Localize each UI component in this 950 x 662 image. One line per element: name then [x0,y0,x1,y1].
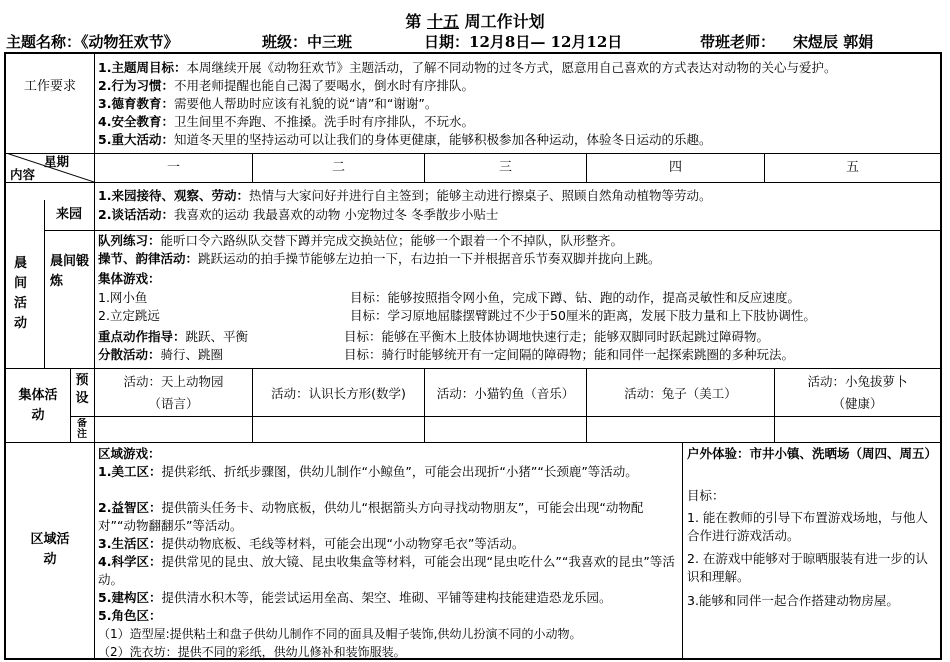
requirement-title: 5.重大活动： [98,132,174,147]
requirement-text: 不用老师提醒也能自己渴了要喝水，倒水时有序排队。 [173,78,474,93]
divider [44,200,45,368]
scatter-goal: 目标：骑行时能够统开有一定间隔的障碍物；能和同伴一起探索跳圈的多种玩法。 [344,347,795,362]
group-activity-fri-subject: （健康） [832,396,883,411]
outdoor-goal-label: 目标： [687,488,725,503]
requirement-title: 2.行为习惯： [98,78,174,93]
game-name: 2.立定跳远 [98,308,160,323]
area-item-text: 提供动物底板、毛线等材料，可能会出现“小动物穿毛衣”等活动。 [161,536,525,551]
divider [6,442,940,443]
arrival-line-text: 我喜欢的运动 我最喜欢的动物 小宠物过冬 冬季散步小贴士 [173,207,499,222]
requirement-title: 3.德育教育： [98,96,174,111]
group-activity-thu: 活动：兔子（美工） [624,386,737,401]
rhythm-title: 操节、韵律活动： [98,251,199,266]
rhythm-activity [98,250,938,268]
divider [252,368,253,442]
group-activity-label: 集体活动 [18,388,58,423]
area-item-title: 4.科学区： [98,554,162,569]
area-item-title: 1.美工区： [98,464,162,479]
teacher-value: 宋煜辰 郭娟 [793,33,874,51]
plan-table [4,52,942,660]
area-item-title: 3.生活区： [98,536,162,551]
area-item [98,535,678,553]
divider [6,182,940,183]
requirement-item [98,131,938,149]
weekday-tue: 二 [331,160,345,175]
date-info [424,32,622,52]
scatter-title: 分散活动： [98,347,161,362]
arrival-line-title: 1.来园接待、观察、劳动： [98,188,249,203]
area-item-text: 提供常见的昆虫、放大镜、昆虫收集盒等材料，可能会出现“昆虫吃什么”“我喜欢的昆虫”等活动。 [98,554,675,587]
outdoor-experience-title: 户外体验：市井小镇、洗晒场（周四、周五） [687,446,937,461]
plan-label: 预设 [75,373,89,406]
outdoor-goal: 1. 能在教师的引导下布置游戏场地，与他人合作进行游戏活动。 [687,510,928,543]
teacher-info [700,32,873,52]
divider [586,368,587,442]
group-activity-mon: 活动：天上动物园 [123,374,224,389]
requirement-item [98,77,938,95]
area-item [98,589,678,607]
requirement-text: 需要他人帮助时应该有礼貌的说“请”和“谢谢”。 [173,96,438,111]
date-value: 12月8日— 12月12日 [469,33,623,51]
outdoor-goal: 2. 在游戏中能够对于晾晒服装有进一步的认识和理解。 [687,551,928,584]
requirement-text: 本周继续开展《动物狂欢节》主题活动，了解不同动物的过冬方式，愿意用自己喜欢的方式表达对动物的关心与爱护。 [186,60,837,75]
group-activity-tue: 活动：认识长方形(数学) [271,386,406,401]
area-activity-label: 区域活动 [30,532,70,567]
role-area-item: （1）造型屋:提供粘土和盘子供幼儿制作不同的面具及帽子装饰,供幼儿扮演不同的小动物。 [98,627,582,641]
queue-text: 能听口令六路纵队交替下蹲并完成交换站位；能够一个跟着一个不掉队，队形整齐。 [160,233,624,248]
area-item-title: 5.建构区： [98,590,162,605]
requirement-item [98,113,938,131]
key-action [98,328,338,346]
weekday-fri: 五 [845,160,859,175]
title-prefix: 第 [405,12,422,31]
divider [682,442,683,660]
area-item [98,499,678,535]
requirement-text: 卫生间里不奔跑、不推搡。洗手时有序排队，不玩水。 [173,114,474,129]
scatter-activity [98,346,338,364]
note-label: 备注 [77,418,87,440]
game-goal: 目标：能够按照指令网小鱼，完成下蹲、钻、跑的动作，提高灵敏性和反应速度。 [350,290,801,305]
arrival-line-text: 热情与大家问好并进行自主签到；能够主动进行擦桌子、照顾自然角动植物等劳动。 [248,188,712,203]
divider [6,153,940,154]
class-value: 中三班 [307,33,353,51]
arrival-line-title: 2.谈话活动： [98,207,174,222]
key-action-text: 跳跃、平衡 [185,329,249,344]
role-area-item: （2）洗衣坊：提供不同的彩纸，供幼儿修补和装饰服装。 [98,645,406,659]
divider [70,416,940,417]
title-week-number: 十五 [426,12,459,31]
requirement-item [98,59,938,77]
corner-content-label: 内容 [10,167,36,182]
key-action-goal: 目标：能够在平衡木上肢体协调地快速行走；能够双脚同时跃起跳过障碍物。 [344,329,770,344]
arrival-line [98,187,938,205]
area-item [98,463,678,499]
theme-value: 《动物狂欢节》 [81,33,179,51]
date-label: 日期： [424,33,470,51]
arrival-label: 来园 [55,207,82,222]
corner-weekday-label: 星期 [44,154,70,169]
morning-exercise-label: 晨间锻炼 [50,254,90,289]
area-item-text: 提供清水积木等，能尝试运用垒高、架空、堆砌、平铺等建构技能建造恐龙乐园。 [161,590,612,605]
theme-info [6,32,179,52]
requirement-text: 知道冬天里的坚持运动可以让我们的身体更健康，能够积极参加各种运动，体验冬日运动的乐趣。 [173,132,712,147]
work-requirements-label: 工作要求 [23,79,76,94]
page-title [0,12,950,32]
requirement-item [98,95,938,113]
weekday-thu: 四 [668,160,682,175]
group-activity-mon-subject: （语言） [148,396,199,411]
scatter-text: 骑行、跳圈 [160,347,224,362]
weekday-wed: 三 [498,160,512,175]
area-item-text: 提供箭头任务卡、动物底板，供幼儿“根据箭头方向寻找动物朋友”，可能会出现“动物配对”“动物翻翻乐”等活动。 [98,500,644,533]
requirement-title: 1.主题周目标： [98,60,187,75]
arrival-line [98,206,938,224]
divider [44,230,940,231]
area-games-title: 区域游戏： [98,446,161,461]
rhythm-text: 跳跃运动的拍手操节能够左边拍一下，右边拍一下并根据音乐节奏双脚并拢向上跳。 [198,251,661,266]
game-name: 1.网小鱼 [98,290,148,305]
divider [94,54,95,660]
game-goal: 目标：学习原地屈膝摆臂跳过不少于50厘米的距离，发展下肢力量和上下肢协调性。 [350,308,816,323]
queue-title: 队列练习： [98,233,161,248]
queue-practice [98,232,938,250]
group-activity-wed: 活动：小猫钓鱼（音乐） [436,386,575,401]
requirement-title: 4.安全教育： [98,114,174,129]
theme-label: 主题名称： [6,33,82,51]
group-activity-fri: 活动：小兔拔萝卜 [807,374,908,389]
title-suffix: 周工作计划 [464,12,545,31]
games-title: 集体游戏： [98,271,161,286]
outdoor-goal: 3.能够和同伴一起合作搭建动物房屋。 [687,593,899,608]
morning-activity-label: 晨间活动 [14,256,28,331]
divider [70,368,71,442]
area-item-title: 2.益智区： [98,500,162,515]
divider [424,368,425,442]
weekday-mon: 一 [166,160,180,175]
teacher-label: 带班老师： [700,33,776,51]
area-item-text: 提供彩纸、折纸步骤图，供幼儿制作“小鲸鱼”，可能会出现折“小猪”“长颈鹿”等活动。 [161,464,638,479]
class-info [262,32,352,52]
role-area-title: 5.角色区： [98,608,162,623]
area-item [98,553,678,589]
divider [6,368,940,369]
key-action-title: 重点动作指导： [98,329,186,344]
class-label: 班级： [262,33,308,51]
